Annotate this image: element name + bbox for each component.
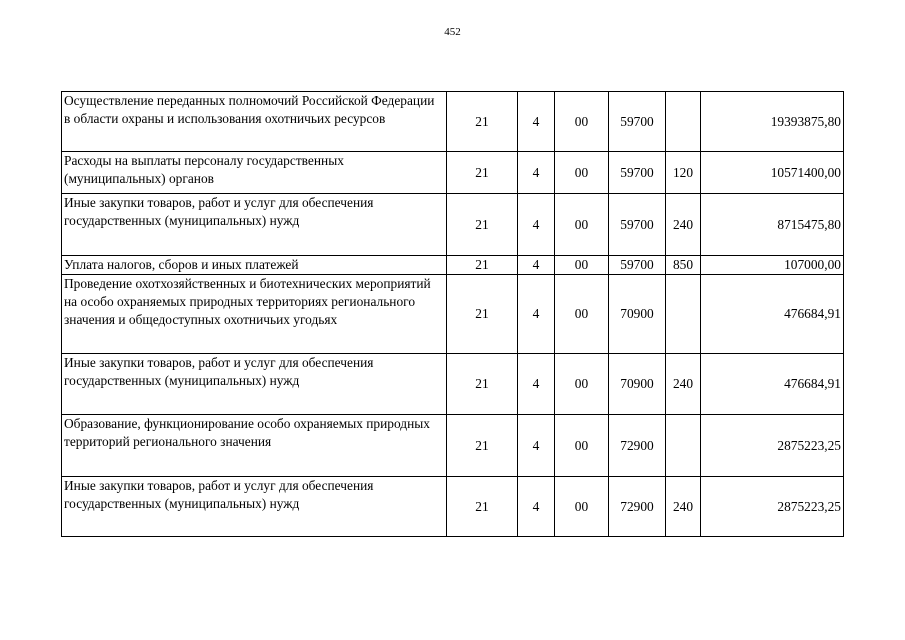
row-code-4: 72900 [609, 477, 666, 537]
row-code-4: 59700 [609, 256, 666, 275]
row-code-3: 00 [555, 152, 609, 194]
row-name: Иные закупки товаров, работ и услуг для обеспечения государственных (муниципальных) нужд [62, 194, 447, 256]
row-code-5 [666, 92, 701, 152]
row-amount: 19393875,80 [701, 92, 844, 152]
row-code-4: 70900 [609, 275, 666, 354]
row-code-1: 21 [447, 256, 518, 275]
row-code-4: 59700 [609, 152, 666, 194]
row-amount: 8715475,80 [701, 194, 844, 256]
row-code-5: 240 [666, 354, 701, 415]
row-code-1: 21 [447, 477, 518, 537]
row-code-2: 4 [518, 152, 555, 194]
row-code-3: 00 [555, 477, 609, 537]
row-code-5: 240 [666, 477, 701, 537]
row-code-3: 00 [555, 415, 609, 477]
row-amount: 476684,91 [701, 354, 844, 415]
row-code-3: 00 [555, 275, 609, 354]
row-amount: 476684,91 [701, 275, 844, 354]
row-name: Проведение охотхозяйственных и биотехнических мероприятий на особо охраняемых природных территориях регионального значения и общедоступных охотничьих угодьях [62, 275, 447, 354]
row-code-5: 120 [666, 152, 701, 194]
row-amount: 10571400,00 [701, 152, 844, 194]
row-code-3: 00 [555, 354, 609, 415]
row-code-3: 00 [555, 92, 609, 152]
row-name: Образование, функционирование особо охраняемых природных территорий регионального значения [62, 415, 447, 477]
table-row [62, 194, 844, 256]
row-code-2: 4 [518, 256, 555, 275]
row-code-1: 21 [447, 194, 518, 256]
page-number: 452 [444, 26, 461, 38]
row-name: Уплата налогов, сборов и иных платежей [62, 256, 447, 275]
table-row [62, 354, 844, 415]
row-code-2: 4 [518, 92, 555, 152]
budget-table [61, 91, 844, 537]
row-code-1: 21 [447, 415, 518, 477]
row-name: Иные закупки товаров, работ и услуг для обеспечения государственных (муниципальных) нужд [62, 477, 447, 537]
row-code-2: 4 [518, 194, 555, 256]
table-row [62, 275, 844, 354]
table-row [62, 256, 844, 275]
row-name: Иные закупки товаров, работ и услуг для обеспечения государственных (муниципальных) нужд [62, 354, 447, 415]
table-row [62, 477, 844, 537]
row-code-5 [666, 415, 701, 477]
row-code-4: 72900 [609, 415, 666, 477]
row-name: Расходы на выплаты персоналу государственных (муниципальных) органов [62, 152, 447, 194]
row-amount: 2875223,25 [701, 477, 844, 537]
table-row [62, 152, 844, 194]
row-code-2: 4 [518, 477, 555, 537]
row-code-2: 4 [518, 354, 555, 415]
row-code-5: 850 [666, 256, 701, 275]
row-code-2: 4 [518, 415, 555, 477]
row-code-1: 21 [447, 92, 518, 152]
table-row [62, 415, 844, 477]
row-code-5: 240 [666, 194, 701, 256]
row-code-4: 59700 [609, 92, 666, 152]
row-code-3: 00 [555, 194, 609, 256]
row-name: Осуществление переданных полномочий Российской Федерации в области охраны и использования охотничьих ресурсов [62, 92, 447, 152]
row-code-4: 59700 [609, 194, 666, 256]
row-amount: 107000,00 [701, 256, 844, 275]
row-code-2: 4 [518, 275, 555, 354]
row-code-5 [666, 275, 701, 354]
row-code-1: 21 [447, 354, 518, 415]
row-code-1: 21 [447, 275, 518, 354]
table-row [62, 92, 844, 152]
row-code-1: 21 [447, 152, 518, 194]
row-code-3: 00 [555, 256, 609, 275]
row-amount: 2875223,25 [701, 415, 844, 477]
row-code-4: 70900 [609, 354, 666, 415]
